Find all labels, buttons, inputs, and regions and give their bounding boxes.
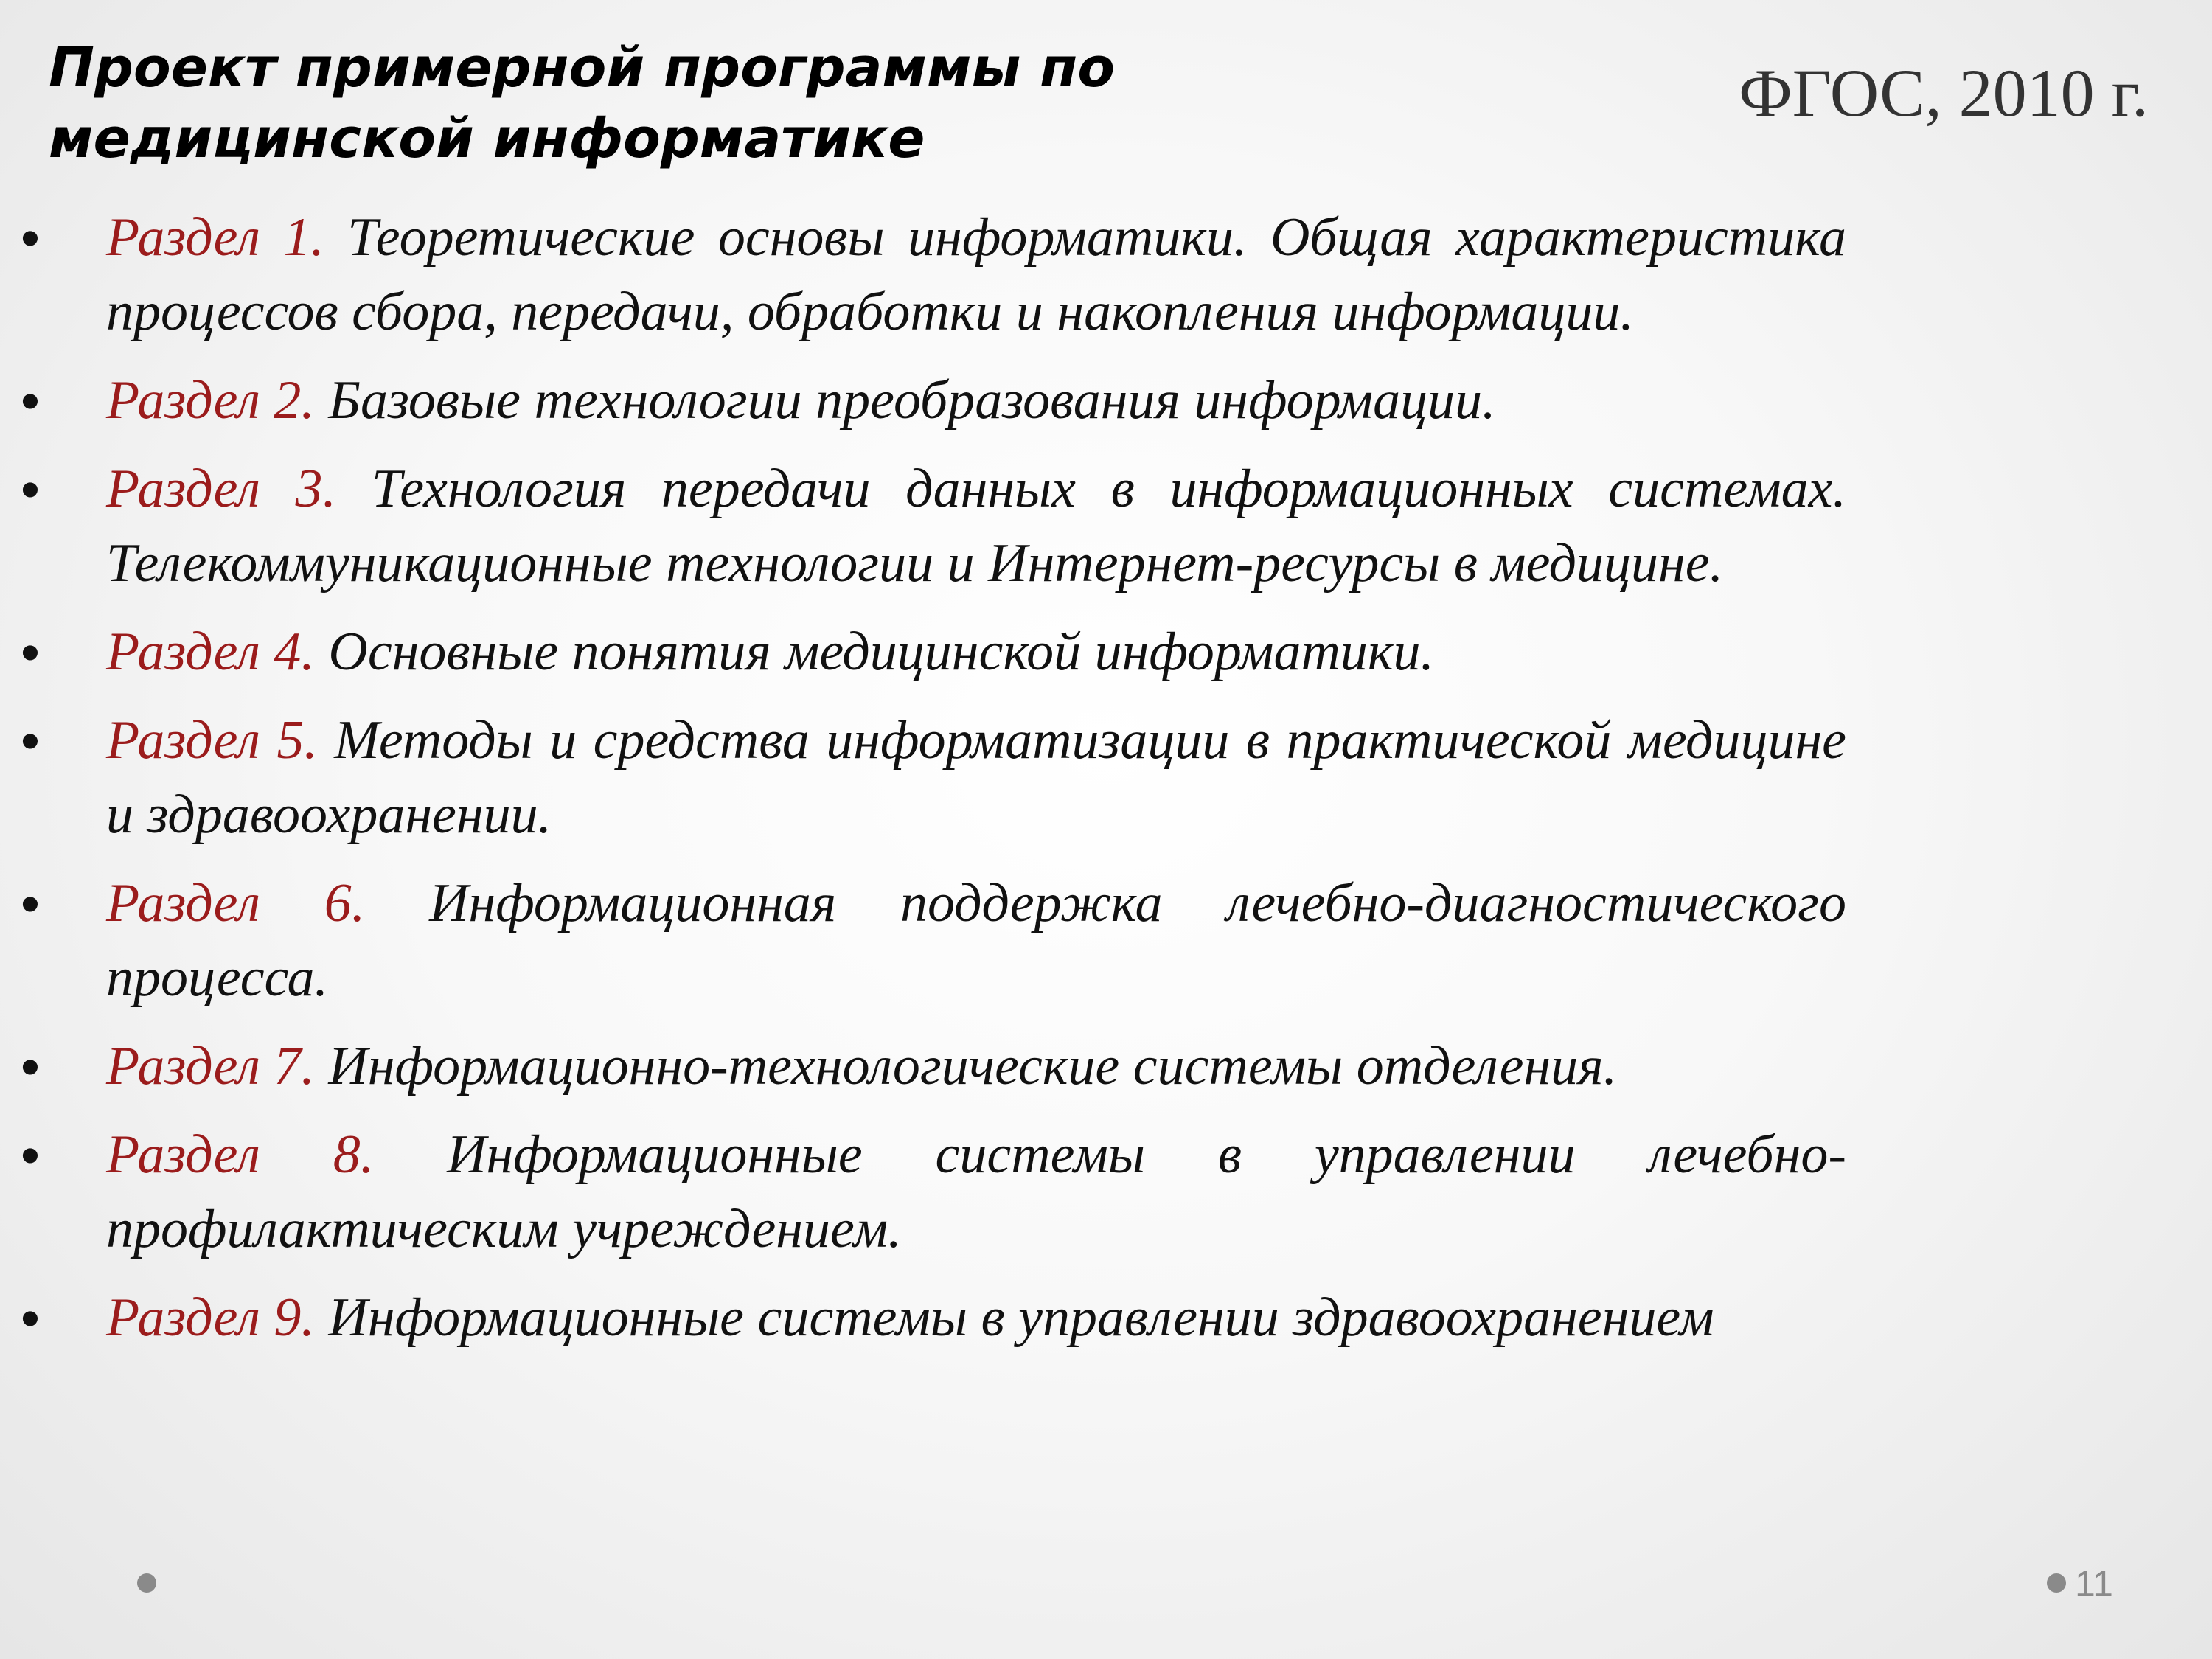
bullet-icon: • <box>21 873 40 934</box>
section-item-9 <box>21 1281 1846 1355</box>
section-label: Раздел 9. <box>106 1287 315 1348</box>
bullet-icon: • <box>21 207 40 268</box>
standard-badge: ФГОС, 2010 г. <box>1739 55 2149 131</box>
slide-title <box>49 32 1450 174</box>
section-text: Информационные системы в управлении здравоохранением <box>328 1287 1714 1348</box>
bullet-icon: • <box>21 1124 40 1186</box>
section-label: Раздел 4. <box>106 622 315 682</box>
section-label: Раздел 7. <box>106 1036 315 1096</box>
section-text: Методы и средства информатизации в практической медицине и здравоохранении. <box>106 710 1847 845</box>
footer-dot-icon <box>137 1573 156 1593</box>
section-item-6 <box>21 866 1846 1015</box>
section-label: Раздел 6. <box>106 873 366 933</box>
slide-title-line-1: Проект примерной программы по <box>49 36 1116 100</box>
section-text: Основные понятия медицинской информатики. <box>328 622 1435 682</box>
slide-title-line-2: медицинской информатике <box>49 107 925 170</box>
section-label: Раздел 8. <box>106 1124 375 1185</box>
bullet-icon: • <box>21 1287 40 1349</box>
section-item-8 <box>21 1118 1847 1267</box>
page-number: 11 <box>2075 1563 2113 1604</box>
bullet-icon: • <box>21 370 40 431</box>
footer-dot-icon <box>2047 1573 2066 1593</box>
section-label: Раздел 2. <box>106 370 315 431</box>
section-text: Информационные системы в управлении лечебно-профилактическим учреждением. <box>106 1124 1847 1259</box>
section-item-7 <box>21 1029 1846 1104</box>
section-list <box>0 201 2212 1369</box>
section-text: Технология передачи данных в информационных системах. Телекоммуникационные технологии и Интернет-ресурсы в медицине. <box>106 459 1847 594</box>
section-label: Раздел 5. <box>106 710 318 771</box>
section-label: Раздел 3. <box>106 459 337 519</box>
section-item-1 <box>21 201 1846 349</box>
section-text: Базовые технологии преобразования информации. <box>328 370 1496 431</box>
section-text: Информационная поддержка лечебно-диагностического процесса. <box>106 873 1846 1008</box>
section-item-5 <box>21 703 1847 852</box>
section-item-4 <box>21 615 1846 689</box>
bullet-icon: • <box>21 710 40 771</box>
section-item-2 <box>21 364 1846 438</box>
bullet-icon: • <box>21 459 40 520</box>
section-label: Раздел 1. <box>106 207 324 268</box>
bullet-icon: • <box>21 622 40 683</box>
section-text: Информационно-технологические системы отделения. <box>328 1036 1618 1096</box>
section-item-3 <box>21 452 1847 601</box>
section-text: Теоретические основы информатики. Общая характеристика процессов сбора, передачи, обработки и накопления информации. <box>106 207 1846 342</box>
bullet-icon: • <box>21 1036 40 1097</box>
